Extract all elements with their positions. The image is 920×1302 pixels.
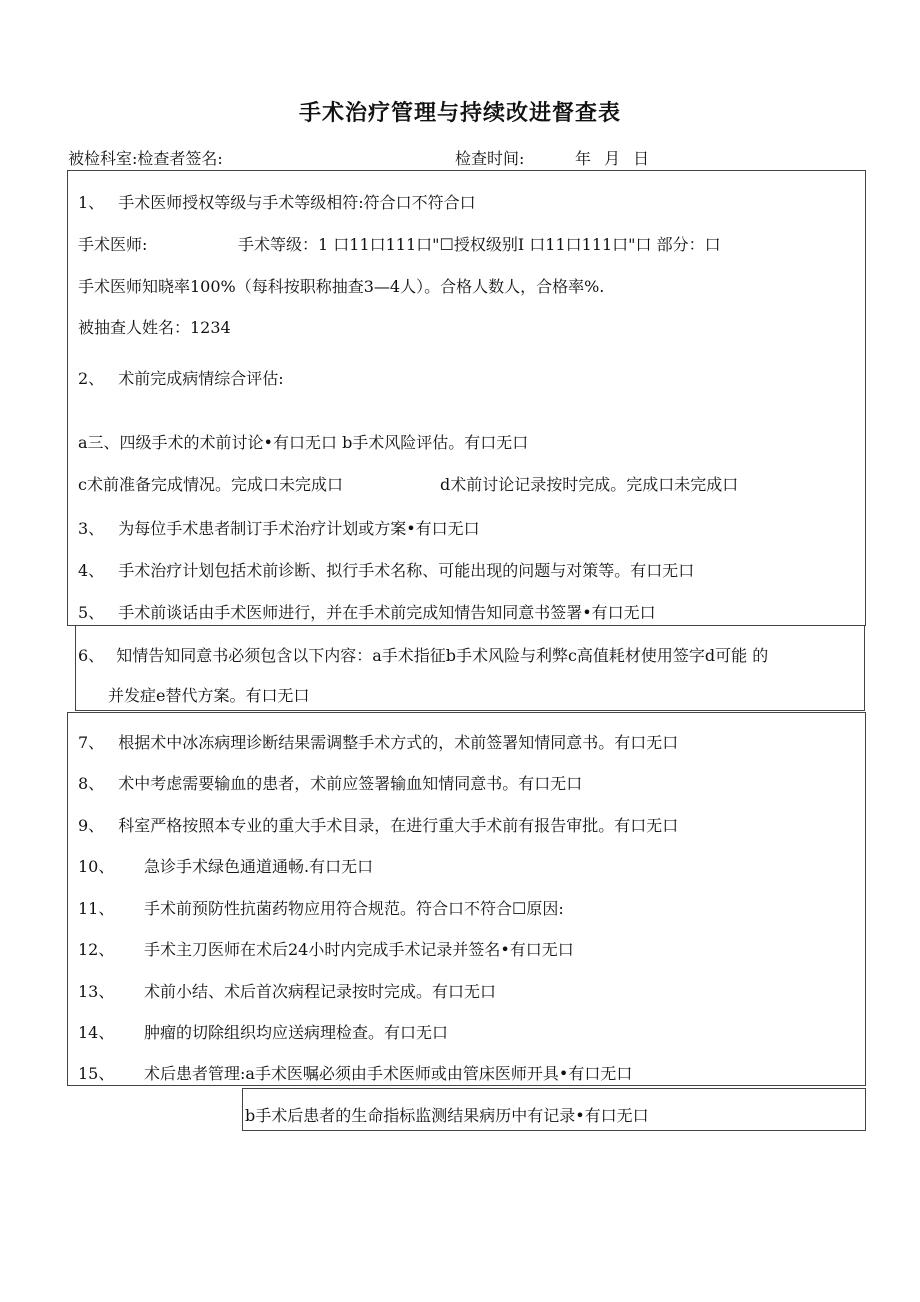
- item-2-a: a三、四级手术的术前讨论•有口无口 b手术风险评估。有口无口: [78, 433, 529, 452]
- item-13: 术前小结、术后首次病程记录按时完成。有口无口: [144, 982, 497, 1001]
- item-14: 肿瘤的切除组织均应送病理检查。有口无口: [144, 1023, 449, 1042]
- item-15-b: b手术后患者的生命指标监测结果病历中有记录•有口无口: [245, 1106, 649, 1125]
- check-time-label: 检查时间:: [455, 149, 525, 168]
- item-6: 6、 知情告知同意书必须包含以下内容：a手术指征b手术风险与利弊c高值耗材使用签字d可能 的: [78, 646, 769, 665]
- item-11: 手术前预防性抗菌药物应用符合规范。符合口不符合☐原因:: [144, 899, 564, 918]
- date-label: 年 月 日: [575, 149, 650, 168]
- header-row: [68, 146, 868, 168]
- item-4: 4、 手术治疗计划包括术前诊断、拟行手术名称、可能出现的问题与对策等。有口无口: [78, 561, 695, 580]
- dept-signature-label: 被检科室:检查者签名:: [68, 149, 223, 168]
- item-2: 2、 术前完成病情综合评估:: [78, 369, 284, 388]
- item-12-num: 12、: [78, 940, 115, 959]
- item-3: 3、 为每位手术患者制订手术治疗计划或方案•有口无口: [78, 519, 480, 538]
- item-10: 急诊手术绿色通道通畅.有口无口: [144, 857, 374, 876]
- item-2-d: d术前讨论记录按时完成。完成口未完成口: [440, 475, 739, 494]
- item-13-num: 13、: [78, 982, 115, 1001]
- item-1-names: 被抽查人姓名：1234: [78, 318, 231, 337]
- item-15: 术后患者管理:a手术医嘱必须由手术医师或由管床医师开具•有口无口: [144, 1064, 633, 1083]
- item-14-num: 14、: [78, 1023, 115, 1042]
- item-1-doctor: 手术医师:: [78, 235, 148, 254]
- item-1-level: 手术等级：1 口11口111口"☐授权级别I 口11口111口"口 部分：口: [238, 235, 721, 254]
- item-1: 1、 手术医师授权等级与手术等级相符:符合口不符合口: [78, 193, 476, 212]
- item-7: 7、 根据术中冰冻病理诊断结果需调整手术方式的，术前签署知情同意书。有口无口: [78, 733, 679, 752]
- item-12: 手术主刀医师在术后24小时内完成手术记录并签名•有口无口: [144, 940, 574, 959]
- item-5: 5、 手术前谈话由手术医师进行，并在手术前完成知情告知同意书签署•有口无口: [78, 603, 656, 622]
- item-2-c: c术前准备完成情况。完成口未完成口: [78, 475, 343, 494]
- item-9: 9、 科室严格按照本专业的重大手术目录，在进行重大手术前有报告审批。有口无口: [78, 816, 679, 835]
- item-8: 8、 术中考虑需要输血的患者，术前应签署输血知情同意书。有口无口: [78, 774, 583, 793]
- item-10-num: 10、: [78, 857, 115, 876]
- item-15-num: 15、: [78, 1064, 115, 1083]
- item-1-rate: 手术医师知晓率100%（每科按职称抽查3—4人）。合格人数人，合格率%.: [78, 277, 605, 296]
- item-6-cont: 并发症e替代方案。有口无口: [108, 686, 310, 705]
- page-title: 手术治疗管理与持续改进督查表: [298, 100, 621, 126]
- item-11-num: 11、: [78, 899, 115, 918]
